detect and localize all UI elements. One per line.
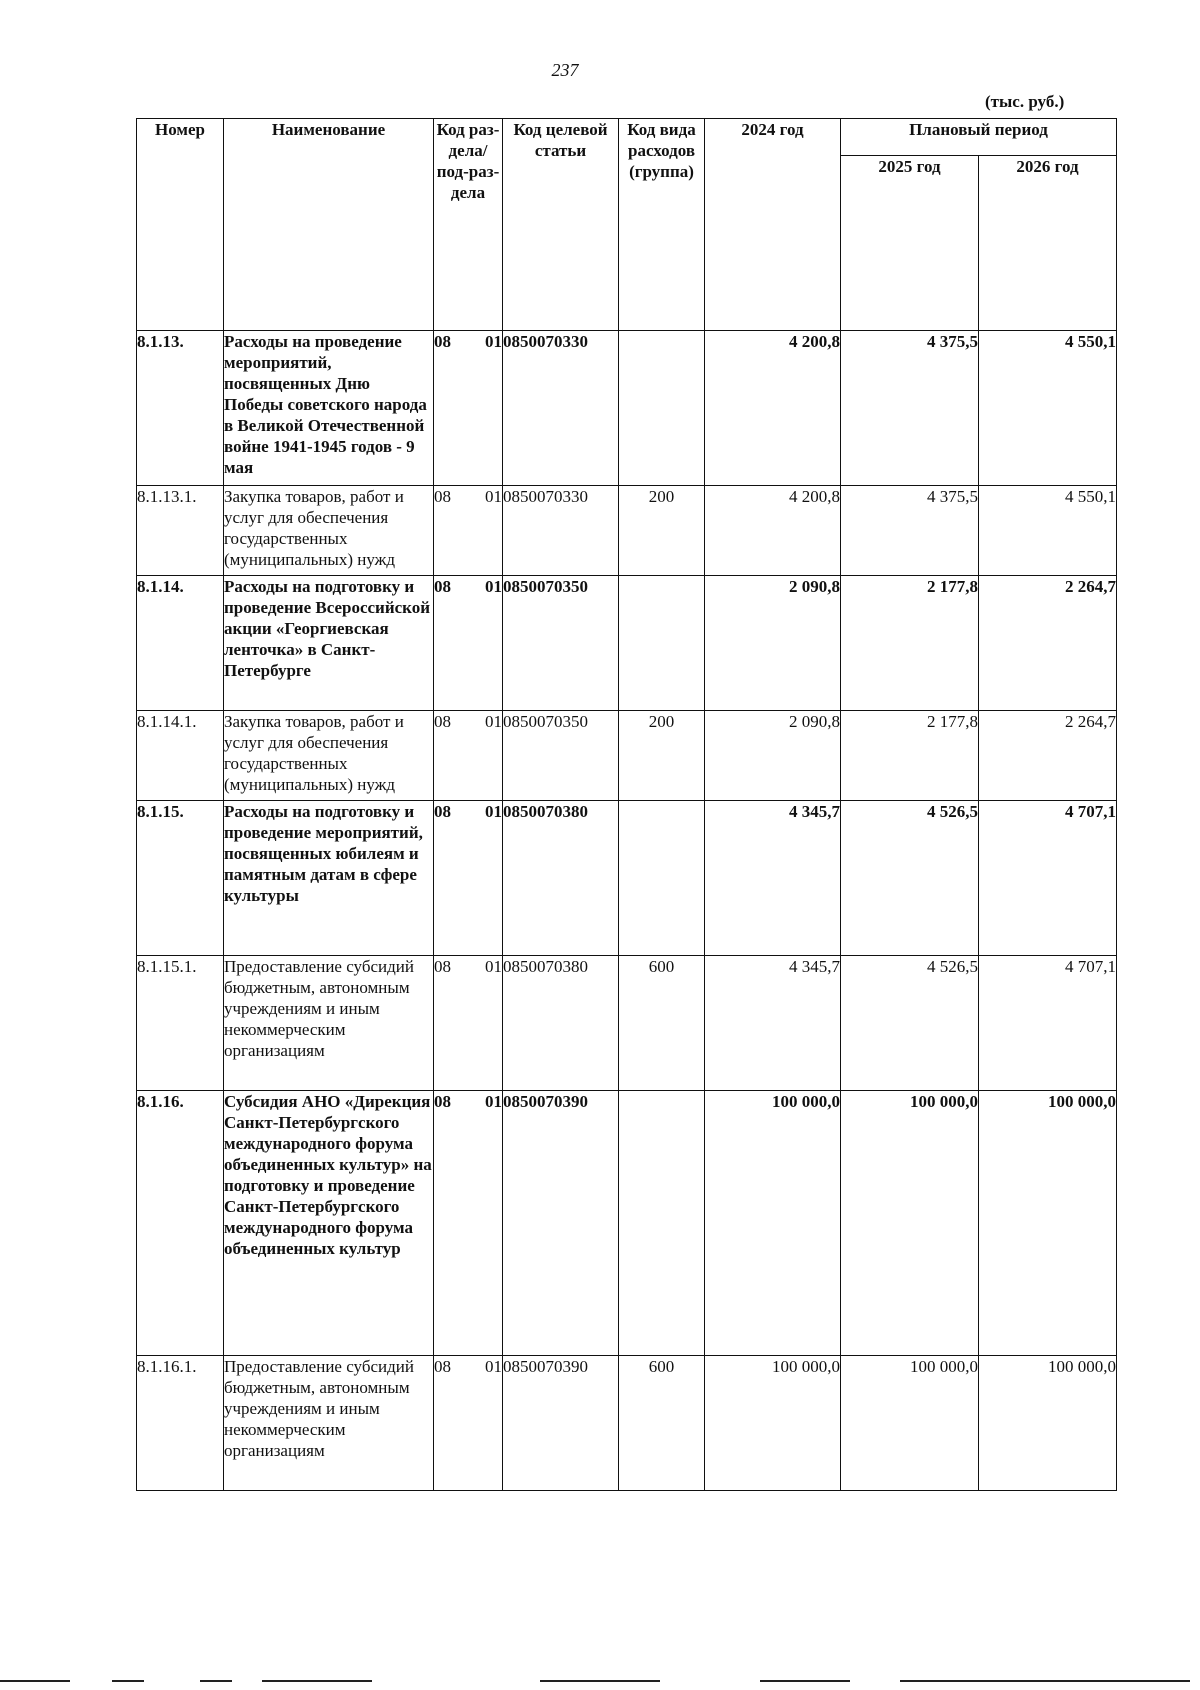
scan-edge-mark [540, 1680, 660, 1682]
header-year-2026: 2026 год [979, 156, 1117, 331]
row-amount-2025: 4 375,5 [841, 331, 979, 486]
subsection-code: 01 [485, 957, 502, 976]
subsection-code: 01 [485, 487, 502, 506]
header-section-code: Код раз-дела/ под-раз-дела [434, 119, 503, 331]
subsection-code: 01 [485, 802, 502, 821]
row-section-code [434, 486, 503, 576]
row-expense-kind [619, 1091, 705, 1356]
row-target-code: 0850070350 [503, 576, 619, 711]
row-target-code: 0850070350 [503, 711, 619, 801]
row-amount-2026: 4 707,1 [979, 801, 1117, 956]
row-number: 8.1.16. [137, 1091, 224, 1356]
row-amount-2024: 2 090,8 [705, 576, 841, 711]
row-number: 8.1.14. [137, 576, 224, 711]
table-row [137, 331, 1117, 486]
row-number: 8.1.15. [137, 801, 224, 956]
row-amount-2025: 2 177,8 [841, 711, 979, 801]
section-code: 08 [434, 577, 451, 596]
row-expense-kind [619, 331, 705, 486]
row-amount-2026: 100 000,0 [979, 1091, 1117, 1356]
row-section-code [434, 711, 503, 801]
row-name: Предоставление субсидий бюджетным, автономным учреждениям и иным некоммерческим организациям [224, 1356, 434, 1491]
section-code: 08 [434, 487, 451, 506]
row-amount-2026: 2 264,7 [979, 576, 1117, 711]
row-amount-2024: 100 000,0 [705, 1091, 841, 1356]
row-name: Расходы на подготовку и проведение Всероссийской акции «Георгиевская ленточка» в Санкт-Петербурге [224, 576, 434, 711]
row-amount-2026: 100 000,0 [979, 1356, 1117, 1491]
header-expense-kind: Код вида расходов (группа) [619, 119, 705, 331]
row-number: 8.1.16.1. [137, 1356, 224, 1491]
row-target-code: 0850070380 [503, 956, 619, 1091]
row-amount-2026: 4 550,1 [979, 331, 1117, 486]
section-code: 08 [434, 1357, 451, 1376]
table-row [137, 711, 1117, 801]
row-target-code: 0850070380 [503, 801, 619, 956]
section-code: 08 [434, 1092, 451, 1111]
row-amount-2024: 4 200,8 [705, 331, 841, 486]
row-number: 8.1.15.1. [137, 956, 224, 1091]
section-code: 08 [434, 957, 451, 976]
row-amount-2026: 4 550,1 [979, 486, 1117, 576]
row-expense-kind: 600 [619, 1356, 705, 1491]
row-section-code [434, 1356, 503, 1491]
header-planned-period: Плановый период [841, 119, 1117, 156]
section-code: 08 [434, 802, 451, 821]
subsection-code: 01 [485, 712, 502, 731]
scan-edge-mark [900, 1680, 1190, 1682]
budget-table [136, 118, 1117, 1491]
header-target-code: Код целевой статьи [503, 119, 619, 331]
subsection-code: 01 [485, 1092, 502, 1111]
subsection-code: 01 [485, 1357, 502, 1376]
table-row [137, 576, 1117, 711]
row-expense-kind [619, 576, 705, 711]
row-amount-2026: 2 264,7 [979, 711, 1117, 801]
row-amount-2025: 4 526,5 [841, 956, 979, 1091]
row-target-code: 0850070330 [503, 486, 619, 576]
row-amount-2025: 100 000,0 [841, 1356, 979, 1491]
header-year-2024: 2024 год [705, 119, 841, 331]
row-amount-2025: 4 375,5 [841, 486, 979, 576]
row-expense-kind: 600 [619, 956, 705, 1091]
subsection-code: 01 [485, 577, 502, 596]
row-amount-2026: 4 707,1 [979, 956, 1117, 1091]
row-expense-kind: 200 [619, 486, 705, 576]
row-amount-2024: 4 345,7 [705, 801, 841, 956]
table-row [137, 801, 1117, 956]
row-name: Расходы на подготовку и проведение мероприятий, посвященных юбилеям и памятным датам в сфере культуры [224, 801, 434, 956]
row-amount-2024: 4 345,7 [705, 956, 841, 1091]
row-amount-2025: 100 000,0 [841, 1091, 979, 1356]
table-row [137, 486, 1117, 576]
row-expense-kind [619, 801, 705, 956]
row-expense-kind: 200 [619, 711, 705, 801]
row-name: Закупка товаров, работ и услуг для обеспечения государственных (муниципальных) нужд [224, 711, 434, 801]
row-amount-2025: 4 526,5 [841, 801, 979, 956]
header-name: Наименование [224, 119, 434, 331]
row-amount-2024: 2 090,8 [705, 711, 841, 801]
table-row [137, 1356, 1117, 1491]
scan-edge-mark [200, 1680, 232, 1682]
row-section-code [434, 1091, 503, 1356]
row-section-code [434, 956, 503, 1091]
row-number: 8.1.14.1. [137, 711, 224, 801]
row-name: Предоставление субсидий бюджетным, автономным учреждениям и иным некоммерческим организациям [224, 956, 434, 1091]
row-amount-2024: 4 200,8 [705, 486, 841, 576]
header-number: Номер [137, 119, 224, 331]
row-number: 8.1.13. [137, 331, 224, 486]
header-year-2025: 2025 год [841, 156, 979, 331]
row-target-code: 0850070330 [503, 331, 619, 486]
scan-edge-mark [760, 1680, 850, 1682]
row-name: Закупка товаров, работ и услуг для обеспечения государственных (муниципальных) нужд [224, 486, 434, 576]
row-target-code: 0850070390 [503, 1356, 619, 1491]
row-amount-2024: 100 000,0 [705, 1356, 841, 1491]
table-row [137, 956, 1117, 1091]
section-code: 08 [434, 332, 451, 351]
row-name: Субсидия АНО «Дирекция Санкт-Петербургского международного форума объединенных культур» на подготовку и проведение Санкт-Петербургского международного форума объединенных культур [224, 1091, 434, 1356]
table-row [137, 1091, 1117, 1356]
row-amount-2025: 2 177,8 [841, 576, 979, 711]
row-name: Расходы на проведение мероприятий, посвященных Дню Победы советского народа в Великой Отечественной войне 1941-1945 годов - 9 мая [224, 331, 434, 486]
row-number: 8.1.13.1. [137, 486, 224, 576]
row-section-code [434, 331, 503, 486]
row-section-code [434, 801, 503, 956]
units-label: (тыс. руб.) [985, 92, 1065, 111]
table-body [137, 331, 1117, 1491]
row-section-code [434, 576, 503, 711]
scan-edge-mark [262, 1680, 372, 1682]
subsection-code: 01 [485, 332, 502, 351]
page-number: 237 [551, 60, 579, 80]
section-code: 08 [434, 712, 451, 731]
row-target-code: 0850070390 [503, 1091, 619, 1356]
scan-edge-mark [0, 1680, 70, 1682]
scan-edge-mark [112, 1680, 144, 1682]
